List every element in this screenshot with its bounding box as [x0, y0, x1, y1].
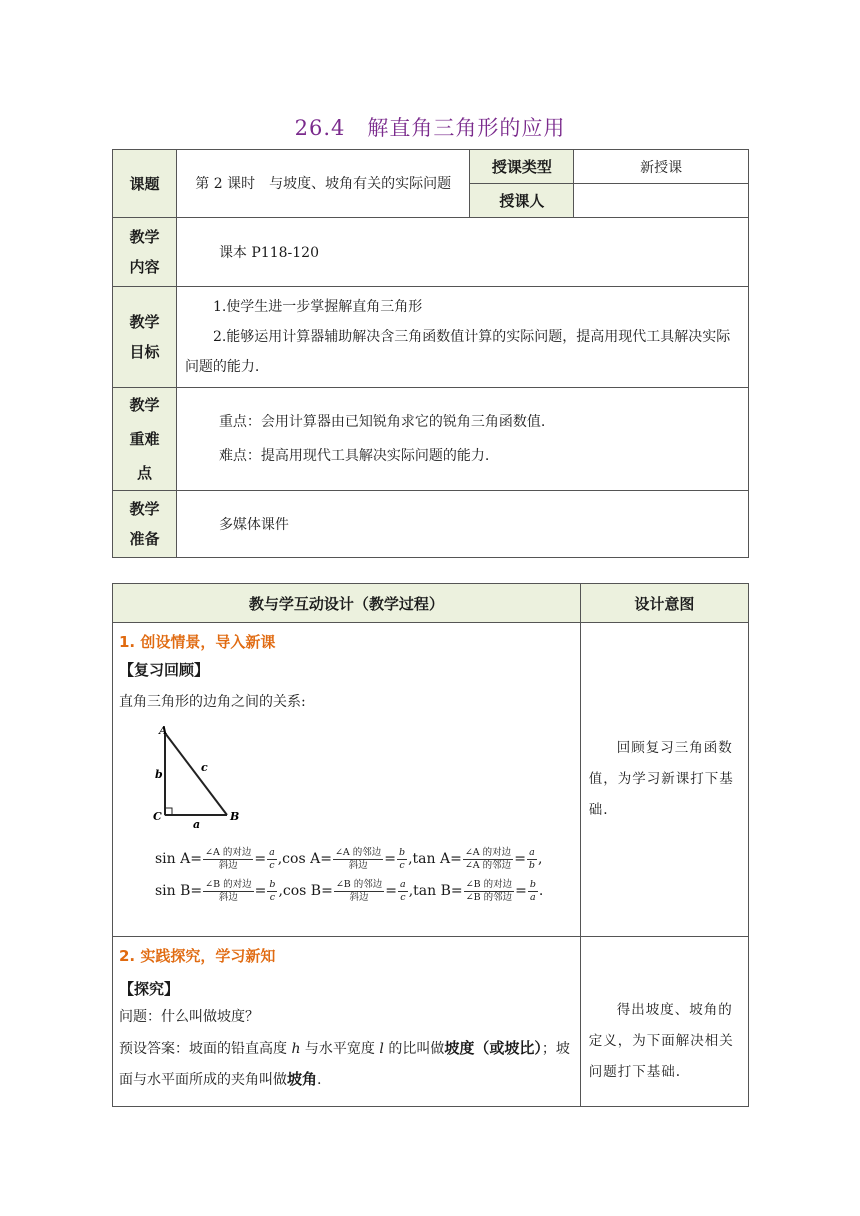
section-2-sub: 【探究】 — [119, 980, 180, 998]
vertex-B: B — [230, 810, 240, 823]
type-label: 授课类型 — [470, 150, 574, 184]
right-triangle-diagram — [145, 725, 265, 835]
goals-cell — [176, 287, 748, 388]
goal-1: 1.使学生进一步掌握解直角三角形 — [212, 299, 423, 315]
vertex-C: C — [153, 810, 162, 823]
process-header: 教与学互动设计（教学过程） — [113, 584, 581, 623]
section-1-title: 1. 创设情景，导入新课 — [119, 633, 276, 651]
answer-text: 预设答案：坡面的铅直高度 h 与水平宽度 l 的比叫做坡度（或坡比）；坡面与水平面所成的夹角叫做坡角. — [119, 1039, 570, 1088]
content-label: 教学内容 — [113, 218, 177, 287]
intent-header: 设计意图 — [580, 584, 748, 623]
prep-label: 教学准备 — [113, 491, 177, 558]
section-2-title: 2. 实践探究，学习新知 — [119, 947, 276, 965]
section-1-cell — [113, 623, 581, 937]
page-title: 26.4 解直角三角形的应用 — [294, 116, 566, 140]
section-2-cell — [113, 937, 581, 1107]
lesson-info-table — [112, 149, 749, 558]
prep-value: 多媒体课件 — [176, 491, 748, 558]
type-value: 新授课 — [574, 150, 749, 184]
topic-value: 第 2 课时 与坡度、坡角有关的实际问题 — [176, 150, 470, 218]
formula-line-A: sin A= $\frac{\text{∠A 的对边}}{\text{斜边}}$ = $\frac{a}{c}$ ,cos A= $\frac{\text{∠A 的邻边}}{\text{斜边}}$ = $\frac{b}{c}$ ,tan A= $\frac{\text{∠A 的对边}}{\text{∠A 的邻边}}$ = $\frac{a}{b}$ , — [155, 846, 543, 871]
process-table — [112, 583, 749, 1107]
topic-label: 课题 — [113, 150, 177, 218]
question-text: 问题：什么叫做坡度？ — [119, 1009, 259, 1025]
goals-label: 教学目标 — [113, 287, 177, 388]
content-value: 课本 P118-120 — [176, 218, 748, 287]
key-cell — [176, 388, 748, 491]
key-label: 教学重难点 — [113, 388, 177, 491]
vertex-A: A — [159, 725, 168, 737]
side-b: b — [155, 768, 163, 781]
key-point: 重点：会用计算器由已知锐角求它的锐角三角函数值. — [218, 414, 546, 430]
section-1-intent: 回顾复习三角函数值，为学习新课打下基础. — [580, 623, 748, 937]
section-1-text: 直角三角形的边角之间的关系: — [119, 694, 306, 710]
difficult-point: 难点：提高用现代工具解决实际问题的能力. — [218, 448, 490, 464]
section-2-intent: 得出坡度、坡角的定义，为下面解决相关问题打下基础. — [580, 937, 748, 1107]
teacher-value — [574, 184, 749, 218]
side-c: c — [201, 761, 208, 774]
section-1-sub: 【复习回顾】 — [119, 661, 210, 679]
side-a: a — [193, 818, 201, 831]
teacher-label: 授课人 — [470, 184, 574, 218]
goal-2: 2.能够运用计算器辅助解决含三角函数值计算的实际问题，提高用现代工具解决实际问题的能力. — [184, 329, 731, 375]
formula-line-B: sin B= $\frac{\text{∠B 的对边}}{\text{斜边}}$ = $\frac{b}{c}$ ,cos B= $\frac{\text{∠B 的邻边}}{\text{斜边}}$ = $\frac{a}{c}$ ,tan B= $\frac{\text{∠B 的对边}}{\text{∠B 的邻边}}$ = $\frac{b}{a}$ . — [155, 878, 544, 903]
